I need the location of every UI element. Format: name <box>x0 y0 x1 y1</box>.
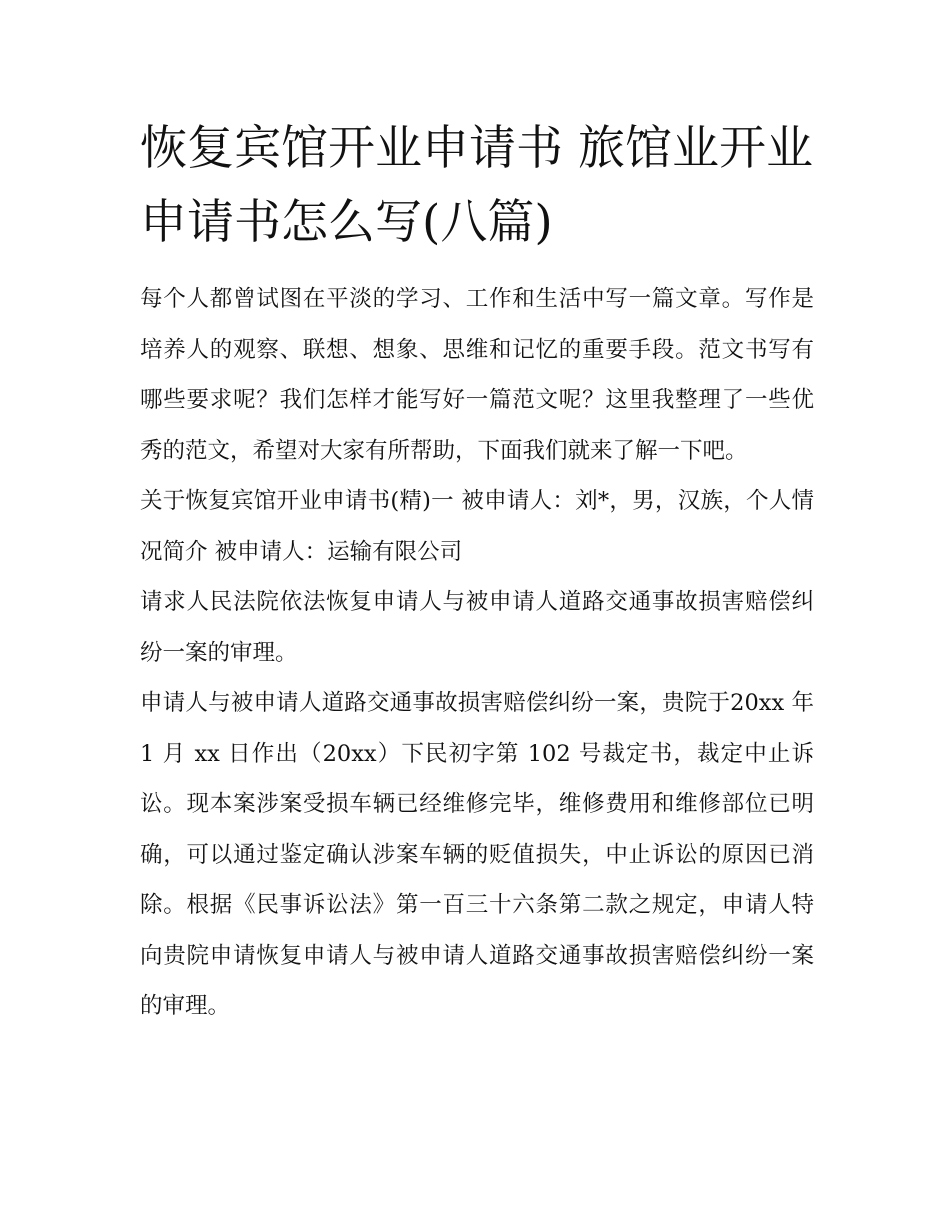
respondent-paragraph: 关于恢复宾馆开业申请书(精)一 被申请人：刘*，男，汉族，个人情况简介 被申请人：运输有限公司 <box>140 488 814 565</box>
document-title: 恢复宾馆开业申请书 旅馆业开业申请书怎么写(八篇) <box>140 121 813 250</box>
facts-paragraph: 申请人与被申请人道路交通事故损害赔偿纠纷一案，贵院于20xx 年 1 月 xx 日作出（20xx）下民初字第 102 号裁定书，裁定中止诉讼。现本案涉案受损车辆已经维修完毕，维修费用和维修部位已明确，可以通过鉴定确认涉案车辆的贬值损失，中止诉讼的原因已消除。根据《民事诉讼法》第一百三十六条第二款之规定，申请人特向贵院申请恢复申请人与被申请人道路交通事故损害赔偿纠纷一案的审理。 <box>140 690 814 1019</box>
document-body <box>140 112 814 1032</box>
request-paragraph: 请求人民法院依法恢复申请人与被申请人道路交通事故损害赔偿纠纷一案的审理。 <box>140 589 814 666</box>
intro-paragraph: 每个人都曾试图在平淡的学习、工作和生活中写一篇文章。写作是培养人的观察、联想、想象、思维和记忆的重要手段。范文书写有哪些要求呢？我们怎样才能写好一篇范文呢？这里我整理了一些优秀的范文，希望对大家有所帮助，下面我们就来了解一下吧。 <box>140 286 814 464</box>
